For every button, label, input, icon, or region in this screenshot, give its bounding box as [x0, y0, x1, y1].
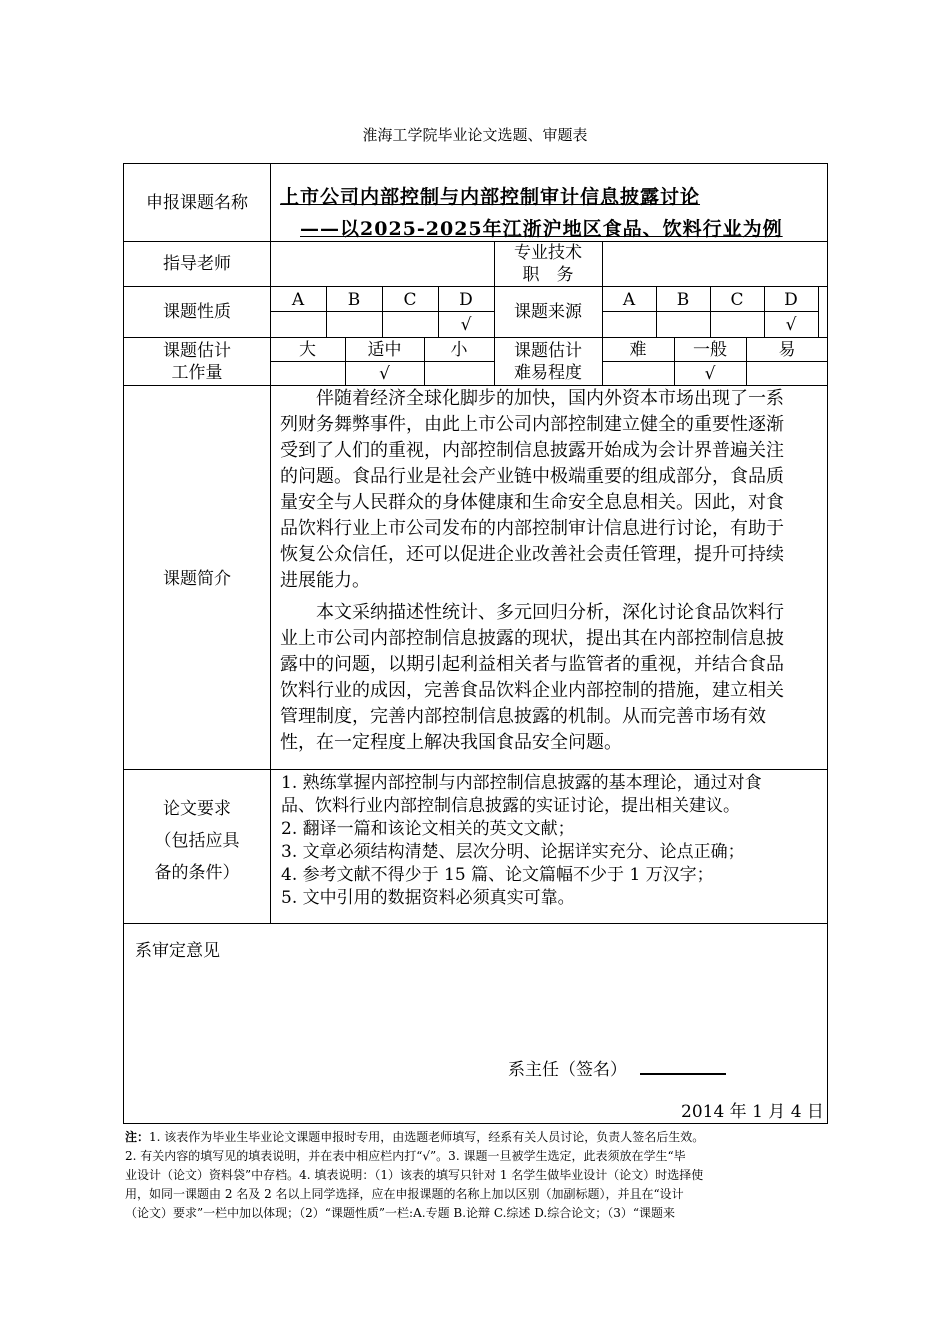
difficulty-option-hard: 难 — [629, 340, 647, 360]
nature-checkmark: √ — [460, 315, 472, 335]
nature-option-b: B — [347, 290, 361, 310]
topic-title-line1: 上市公司内部控制与内部控制审计信息披露讨论 — [280, 186, 701, 208]
difficulty-checkmark: √ — [704, 364, 716, 384]
source-label: 课题来源 — [514, 302, 582, 322]
source-option-a: A — [622, 290, 636, 310]
column-divider — [602, 241, 603, 286]
list-item: 3. 文章必须结构清楚、层次分明、论据详实充分、论点正确； — [281, 842, 745, 862]
source-option-d: D — [784, 290, 798, 310]
workload-option-small: 小 — [450, 340, 468, 360]
requirements-label-line2: （包括应具 — [154, 831, 240, 851]
list-item: 品、饮料行业内部控制信息披露的实证讨论，提出相关建议。 — [281, 796, 740, 816]
list-item: 5. 文中引用的数据资料必须真实可靠。 — [281, 888, 575, 908]
nature-option-d: D — [459, 290, 473, 310]
row-divider — [123, 923, 828, 924]
footnote: 注：1. 该表作为毕业生毕业论文课题申报时专用，由选题老师填写，经系有关人员讨论，负责人签名后生效。 2. 有关内容的填写见的填表说明，并在表中相应栏内打“√”。3. 课题一旦被学生选定，此表须放在学生“毕 业设计（论文）资料袋”中存档。4. 填表说明：（1）该表的填写只针对 1 名学生做毕业设计（论文）时选择使 用，如同一课题由 2 名及 2 名以上同学选择，应在申报课题的名称上加以区别（加副标题），并且在“设计 （论文）要求”一栏中加以体现；（2）“课题性质”一栏:A.专题 B.论辩 C.综述 D.综合论文；（3）“课题来 — [125, 1130, 705, 1220]
column-divider — [270, 163, 271, 923]
requirements-label-line1: 论文要求 — [163, 799, 231, 819]
source-option-c: C — [730, 290, 744, 310]
nature-option-a: A — [291, 290, 305, 310]
list-item: 4. 参考文献不得少于 15 篇、论文篇幅不少于 1 万汉字； — [281, 865, 714, 885]
intro-paragraph-1: 伴随着经济全球化脚步的加快，国内外资本市场出现了一系 列财务舞弊事件，由此上市公司内部控制建立健全的重要性逐渐 受到了人们的重视，内部控制信息披露开始成为会计界普遍关注 的问题。食品行业是社会产业链中极端重要的组成部分，食品质 量安全与人民群众的身体健康和生命安全息息相关。因此，对食 品饮料行业上市公司发布的内部控制审计信息进行讨论，有助于 恢复公众信任，还可以促进企业改善社会责任管理，提升可持续 进展能力。 — [280, 388, 784, 591]
workload-label-line1: 课题估计 — [163, 341, 231, 361]
source-option-b: B — [676, 290, 690, 310]
list-item: 2. 翻译一篇和该论文相关的英文文献； — [281, 819, 575, 839]
title-label-line2: 职 务 — [522, 265, 574, 285]
intro-label: 课题简介 — [163, 569, 231, 589]
difficulty-option-normal: 一般 — [693, 340, 727, 360]
topic-name-label: 申报课题名称 — [146, 193, 248, 213]
workload-checkmark: √ — [379, 364, 390, 384]
intro-paragraph-2: 本文采纳描述性统计、多元回归分析，深化讨论食品饮料行 业上市公司内部控制信息披露的现状，提出其在内部控制信息披 露中的问题，以期引起利益相关者与监管者的重视，并结合食品 饮料行业的成因，完善食品饮料企业内部控制的措施，建立相关 管理制度，完善内部控制信息披露的机制。从而完善市场有效 性，在一定程度上解决我国食品安全问题。 — [280, 602, 784, 753]
page-title: 淮海工学院毕业论文选题、审题表 — [362, 126, 588, 144]
signature-line[interactable] — [640, 1073, 726, 1075]
difficulty-option-easy: 易 — [778, 340, 796, 360]
workload-option-medium: 适中 — [367, 340, 402, 360]
nature-label: 课题性质 — [163, 302, 231, 322]
requirements-list — [281, 772, 762, 910]
footnote-prefix: 注： — [125, 1130, 150, 1144]
row-divider — [123, 769, 828, 770]
list-item: 1. 熟练掌握内部控制与内部控制信息披露的基本理论，通过对食 — [281, 773, 762, 793]
signature-date: 2014 年 1 月 4 日 — [681, 1102, 824, 1122]
signature-label: 系主任（签名） — [508, 1060, 627, 1080]
source-checkmark: √ — [785, 315, 797, 335]
workload-label-line2: 工作量 — [171, 363, 223, 383]
workload-option-large: 大 — [299, 340, 316, 360]
cell-divider — [818, 286, 819, 337]
title-label-line1: 专业技术 — [514, 243, 582, 263]
row-divider — [123, 241, 828, 242]
nature-option-c: C — [403, 290, 417, 310]
requirements-label-line3: 备的条件） — [154, 863, 240, 883]
difficulty-label-line2: 难易程度 — [514, 363, 582, 383]
topic-title-line2: ——以2025-2025年江浙沪地区食品、饮料行业为例 — [300, 218, 783, 240]
row-divider — [123, 286, 828, 287]
difficulty-label-line1: 课题估计 — [514, 341, 582, 361]
advisor-label: 指导老师 — [163, 254, 231, 274]
opinion-label: 系审定意见 — [135, 941, 220, 961]
